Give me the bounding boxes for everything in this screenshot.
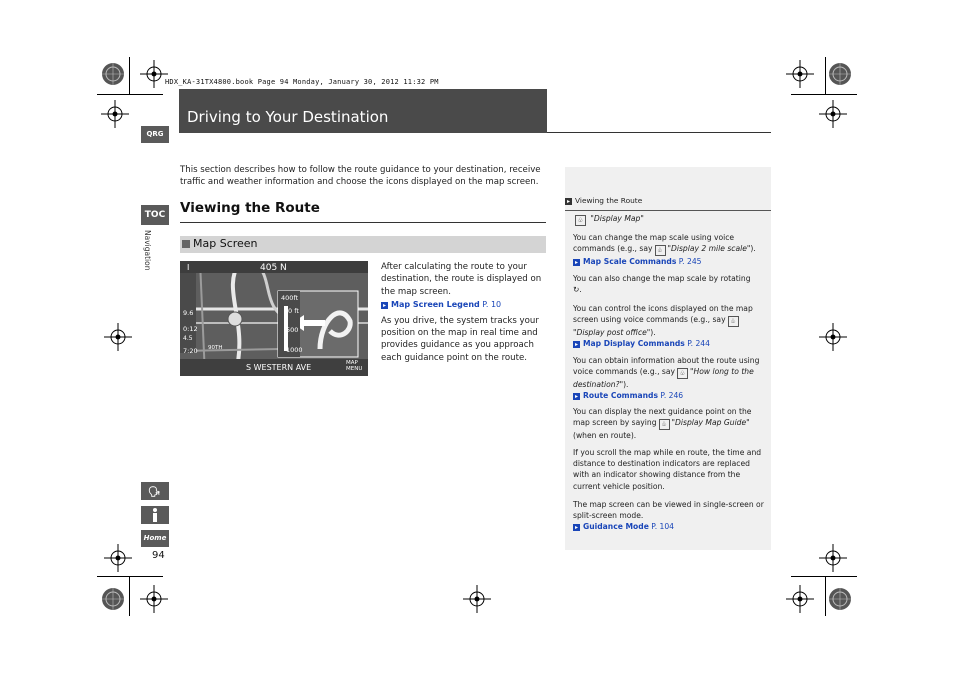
- subheading: Map Screen: [193, 237, 258, 250]
- map-menu-line-1: MAP: [346, 360, 358, 366]
- voice-command-text: "Display Map": [590, 214, 644, 223]
- rotary-knob-icon: ↻: [573, 285, 580, 295]
- note-route-info: [573, 355, 765, 402]
- link-label: Guidance Mode: [583, 522, 649, 532]
- map-scale-commands-link[interactable]: [573, 257, 702, 266]
- registration-circle-icon: [99, 585, 127, 613]
- crop-mark: [791, 576, 857, 577]
- heading-rule: [180, 222, 546, 223]
- link-arrow-icon: ▸: [574, 259, 578, 267]
- side-notes-heading: [565, 196, 771, 205]
- link-label: Map Scale Commands: [583, 257, 677, 267]
- voice-command-tab[interactable]: [141, 482, 169, 500]
- info-tab[interactable]: [141, 506, 169, 524]
- side-notes-heading-text: Viewing the Route: [575, 196, 643, 205]
- note-text: The map screen can be viewed in single-screen or split-screen mode.: [573, 500, 764, 521]
- registration-crosshair-icon: [786, 585, 814, 613]
- crop-mark: [791, 94, 857, 95]
- note-text: You can obtain information about the route using voice commands (e.g., say: [573, 356, 760, 377]
- note-text: ).: [750, 244, 756, 254]
- map-display-commands-link[interactable]: [573, 339, 710, 348]
- link-arrow-icon: ▸: [382, 302, 386, 310]
- note-text: You can also change the map scale by rotating: [573, 274, 751, 283]
- home-tab[interactable]: Home: [141, 530, 169, 547]
- registration-circle-icon: [99, 60, 127, 88]
- note-map-icons: [573, 303, 765, 350]
- note-text: You can control the icons displayed on the map screen using voice commands (e.g., say: [573, 304, 753, 325]
- svg-text:🗣: 🗣: [148, 487, 161, 498]
- link-label: Map Screen Legend: [391, 300, 480, 310]
- registration-crosshair-icon: [786, 60, 814, 88]
- crop-mark: [129, 57, 130, 95]
- map-left-value-3: 7:20: [183, 347, 198, 355]
- registration-circle-icon: [826, 60, 854, 88]
- crop-mark: [129, 576, 130, 616]
- map-distance-0: 0 ft: [288, 307, 299, 315]
- map-left-value-1: 9.6: [183, 309, 194, 317]
- page-number: 94: [152, 550, 165, 561]
- body-text: [381, 261, 547, 364]
- map-icon-label: I: [187, 263, 190, 272]
- page-title: Driving to Your Destination: [187, 108, 389, 126]
- map-distance-500: 500: [286, 326, 299, 334]
- registration-crosshair-icon: [104, 323, 132, 351]
- paragraph-route-display: After calculating the route to your destination, the route is displayed on the map screen.: [381, 262, 542, 297]
- voice-command-text: "Display Map Guide": [671, 418, 750, 428]
- note-map-scale: [573, 232, 765, 267]
- note-screen-mode: [573, 499, 765, 533]
- note-text: You can display the next guidance point on the map screen by saying: [573, 407, 752, 428]
- note-text: (when en route).: [573, 431, 637, 441]
- link-page: P. 245: [678, 257, 702, 267]
- link-page: P. 10: [482, 300, 502, 310]
- voice-command-text: "Display post office": [573, 328, 651, 338]
- voice-command-icon: ♧: [655, 245, 666, 256]
- section-label: Navigation: [143, 230, 152, 271]
- registration-crosshair-icon: [140, 585, 168, 613]
- link-page: P. 244: [687, 339, 710, 349]
- section-heading: Viewing the Route: [180, 200, 320, 216]
- link-arrow-icon: ▸: [574, 341, 578, 349]
- voice-command-display-map: [573, 213, 765, 226]
- note-rotate-knob: You can also change the map scale by rotating ↻.: [573, 274, 751, 295]
- registration-crosshair-icon: [819, 544, 847, 572]
- link-page: P. 246: [660, 391, 684, 401]
- voice-command-icon: ♧: [659, 419, 670, 430]
- voice-command-icon: [141, 482, 169, 500]
- link-label: Route Commands: [583, 391, 658, 401]
- map-drawing: [180, 261, 368, 376]
- link-page: P. 104: [651, 522, 675, 532]
- intro-text: This section describes how to follow the route guidance to your destination, receive traffic and weather information and choose the icons displayed on the map screen.: [180, 165, 541, 187]
- note-text: ).: [623, 380, 629, 390]
- paragraph-tracking: As you drive, the system tracks your position on the map in real time and provides guidance as you approach each guidance point on the route.: [381, 315, 539, 363]
- map-street-small: 90TH: [208, 345, 223, 351]
- registration-crosshair-icon: [104, 544, 132, 572]
- voice-command-icon: ♧: [677, 368, 688, 379]
- registration-crosshair-icon: [819, 100, 847, 128]
- voice-command-icon: ♧: [728, 316, 739, 327]
- guidance-mode-link[interactable]: [573, 522, 674, 531]
- registration-crosshair-icon: [140, 60, 168, 88]
- link-arrow-icon: ▸: [574, 524, 578, 532]
- title-rule: [547, 132, 771, 133]
- voice-command-text: "How long to the destination?": [573, 367, 754, 390]
- registration-circle-icon: [826, 585, 854, 613]
- link-arrow-icon: ▸: [574, 393, 578, 401]
- map-left-value-4: 4.5: [183, 335, 193, 342]
- map-screen-image: [180, 261, 368, 376]
- note-scroll-map: If you scroll the map while en route, the time and distance to destination indicators are replaced with an indicator showing distance from the current vehicle position.: [573, 448, 762, 491]
- note-map-guide: [573, 406, 765, 441]
- qrg-tab[interactable]: QRG: [141, 126, 169, 143]
- crop-mark: [97, 94, 163, 95]
- map-street-label: S WESTERN AVE: [246, 363, 312, 372]
- note-arrow-icon: ▸: [566, 198, 570, 205]
- side-notes-rule: [565, 210, 771, 211]
- square-bullet-icon: [182, 240, 190, 248]
- toc-tab[interactable]: TOC: [141, 205, 169, 225]
- map-screen-legend-link[interactable]: [381, 299, 547, 311]
- voice-command-icon: ♧: [575, 215, 586, 226]
- registration-crosshair-icon: [101, 100, 129, 128]
- book-info: HDX_KA-31TX4800.book Page 94 Monday, January 30, 2012 11:32 PM: [165, 78, 439, 86]
- info-icon: [141, 506, 169, 524]
- note-text: ).: [650, 328, 656, 338]
- route-commands-link[interactable]: [573, 391, 683, 400]
- voice-command-text: "Display 2 mile scale": [667, 244, 751, 254]
- map-menu-line-2: MENU: [346, 366, 363, 372]
- link-label: Map Display Commands: [583, 339, 685, 349]
- map-distance-1000: 1000: [286, 346, 303, 354]
- registration-crosshair-icon: [463, 585, 491, 613]
- map-distance-top: 400ft: [281, 294, 299, 302]
- map-menu-label[interactable]: [346, 360, 362, 372]
- registration-crosshair-icon: [819, 323, 847, 351]
- crop-mark: [97, 576, 163, 577]
- map-left-value-2: 0:12: [183, 325, 198, 333]
- map-highway-label: 405 N: [260, 263, 287, 273]
- note-text: You can change the map scale using voice commands (e.g., say: [573, 233, 735, 254]
